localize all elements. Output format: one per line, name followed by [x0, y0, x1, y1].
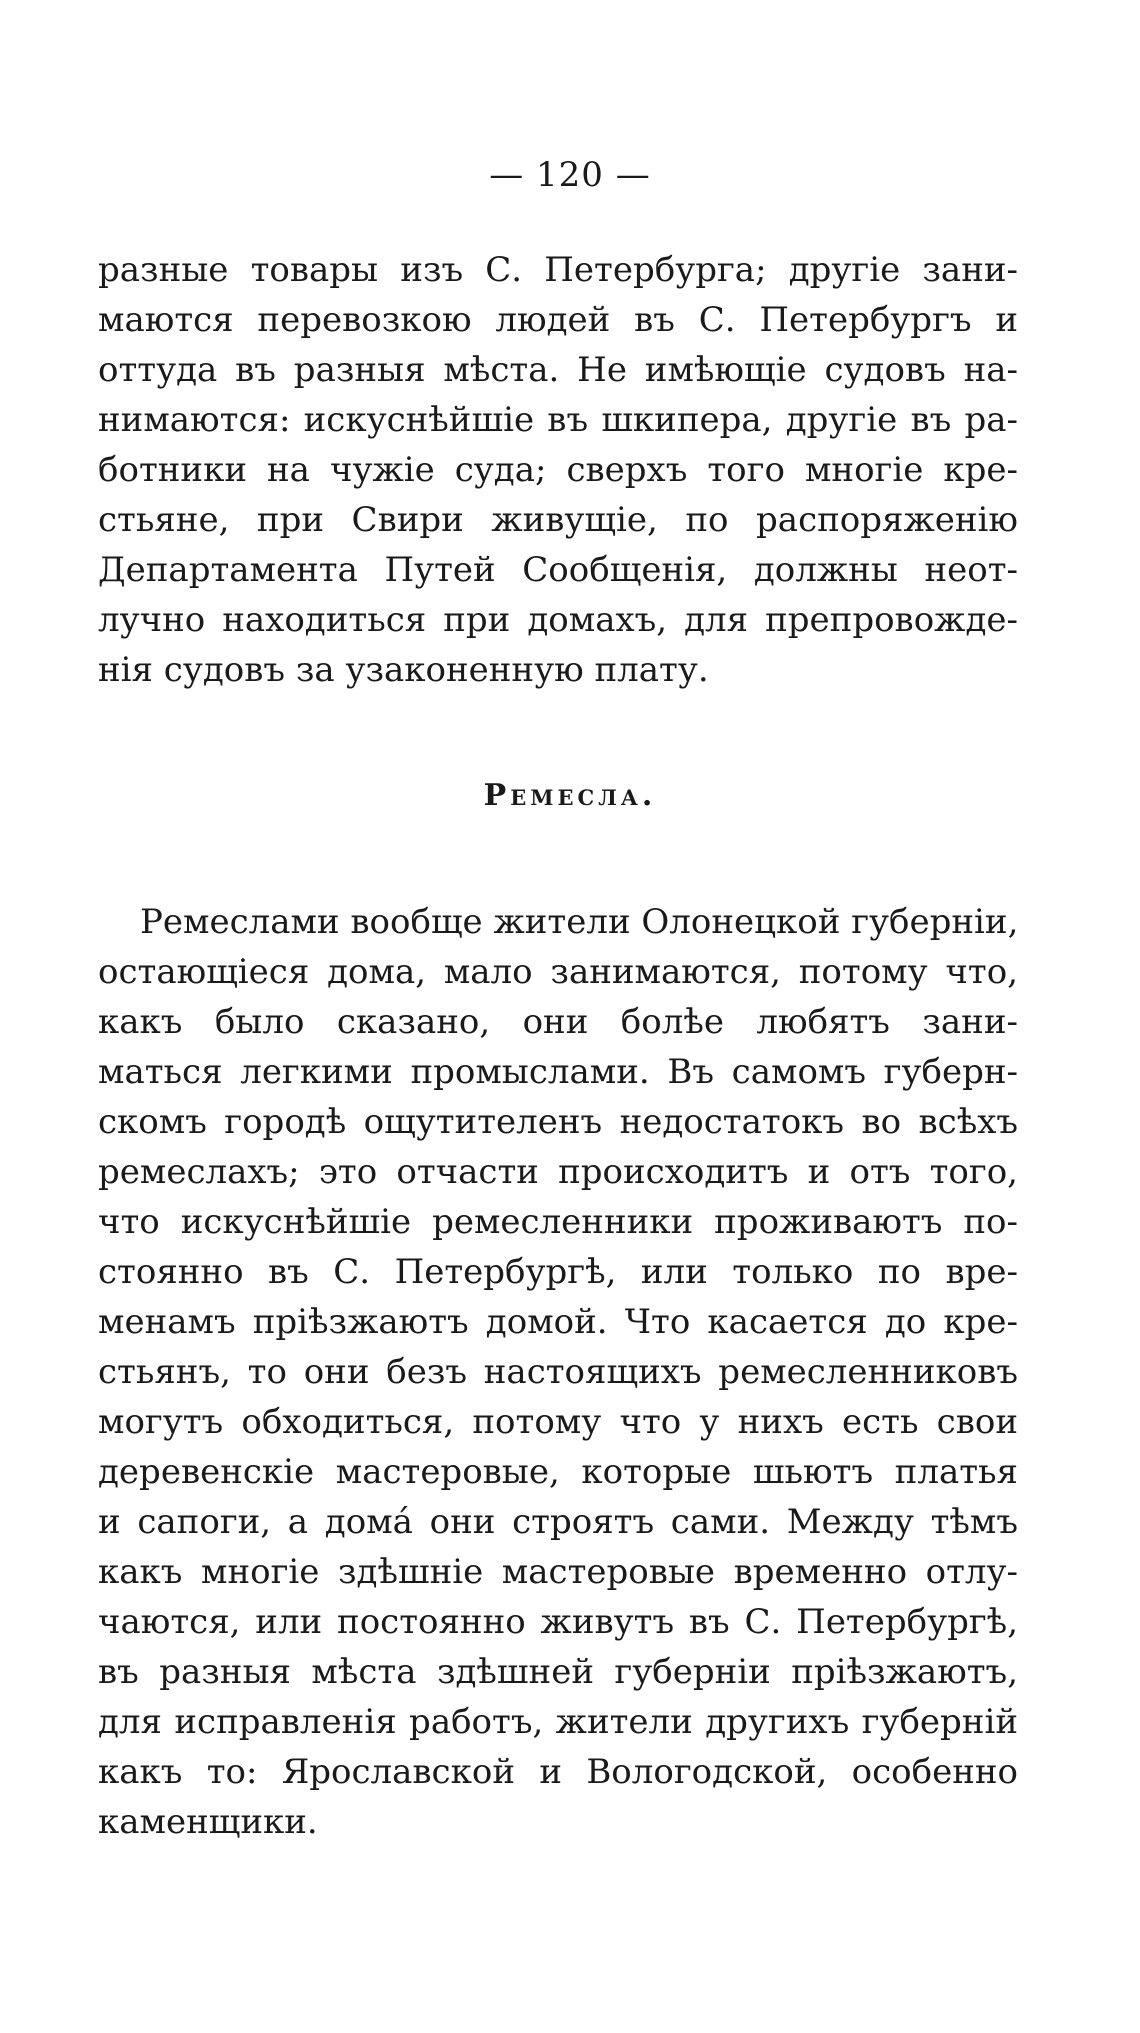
text-line: стьянъ, то они безъ настоящихъ ремесленниковъ [98, 1352, 1018, 1392]
text-line: какъ было сказано, они болѣе любятъ зани- [98, 1002, 1018, 1042]
text-line: чаются, или постоянно живутъ въ С. Петербургѣ, [98, 1602, 1018, 1642]
text-line: менамъ пріѣзжаютъ домой. Что касается до кре- [98, 1302, 1018, 1342]
paragraph-2 [98, 897, 1018, 1847]
text-line: ремеслахъ; это отчасти происходитъ и отъ того, [98, 1152, 1018, 1192]
text-line: каменщики. [98, 1802, 318, 1842]
text-line: деревенскіе мастеровые, которые шьютъ платья [98, 1452, 1018, 1492]
text-line: стоянно въ С. Петербургѣ, или только по вре- [98, 1252, 1018, 1292]
text-line: Ремеслами вообще жители Олонецкой губерніи, [140, 902, 1019, 942]
text-line: маются перевозкою людей въ С. Петербургъ и [98, 300, 1018, 340]
text-line: какъ многіе здѣшніе мастеровые временно отлу- [98, 1552, 1018, 1592]
text-line: оттуда въ разныя мѣста. Не имѣющіе судовъ на- [98, 350, 1018, 390]
paragraph-1 [98, 245, 1018, 695]
text-line: стьяне, при Свири живущіе, по распоряженію [98, 500, 1018, 540]
text-line: и сапоги, а домá они строятъ сами. Между тѣмъ [98, 1502, 1018, 1542]
text-line: скомъ городѣ ощутителенъ недостатокъ во всѣхъ [98, 1102, 1018, 1142]
text-line: что искуснѣйшіе ремесленники проживаютъ по- [98, 1202, 1018, 1242]
text-line: какъ то: Ярославской и Вологодской, особенно [98, 1752, 1018, 1792]
text-line: нимаются: искуснѣйшіе въ шкипера, другіе въ ра- [98, 400, 1018, 440]
text-line: нія судовъ за узаконенную плату. [98, 650, 709, 690]
text-line: Департамента Путей Сообщенія, должны неот- [98, 550, 1018, 590]
text-line: разные товары изъ С. Петербурга; другіе зани- [98, 250, 1018, 290]
text-line: для исправленія работъ, жители другихъ губерній [98, 1702, 1018, 1742]
text-line: маться легкими промыслами. Въ самомъ губерн- [98, 1052, 1018, 1092]
text-line: остающіеся дома, мало занимаются, потому что, [98, 952, 1018, 992]
section-heading: Ремесла. [483, 778, 657, 813]
text-line: лучно находиться при домахъ, для препровожде- [98, 600, 1018, 640]
text-line: ботники на чужіе суда; сверхъ того многіе кре- [98, 450, 1018, 490]
page-number: — 120 — [489, 155, 651, 195]
text-line: могутъ обходиться, потому что у нихъ есть свои [98, 1402, 1018, 1442]
text-line: въ разныя мѣста здѣшней губерніи пріѣзжаютъ, [98, 1652, 1018, 1692]
